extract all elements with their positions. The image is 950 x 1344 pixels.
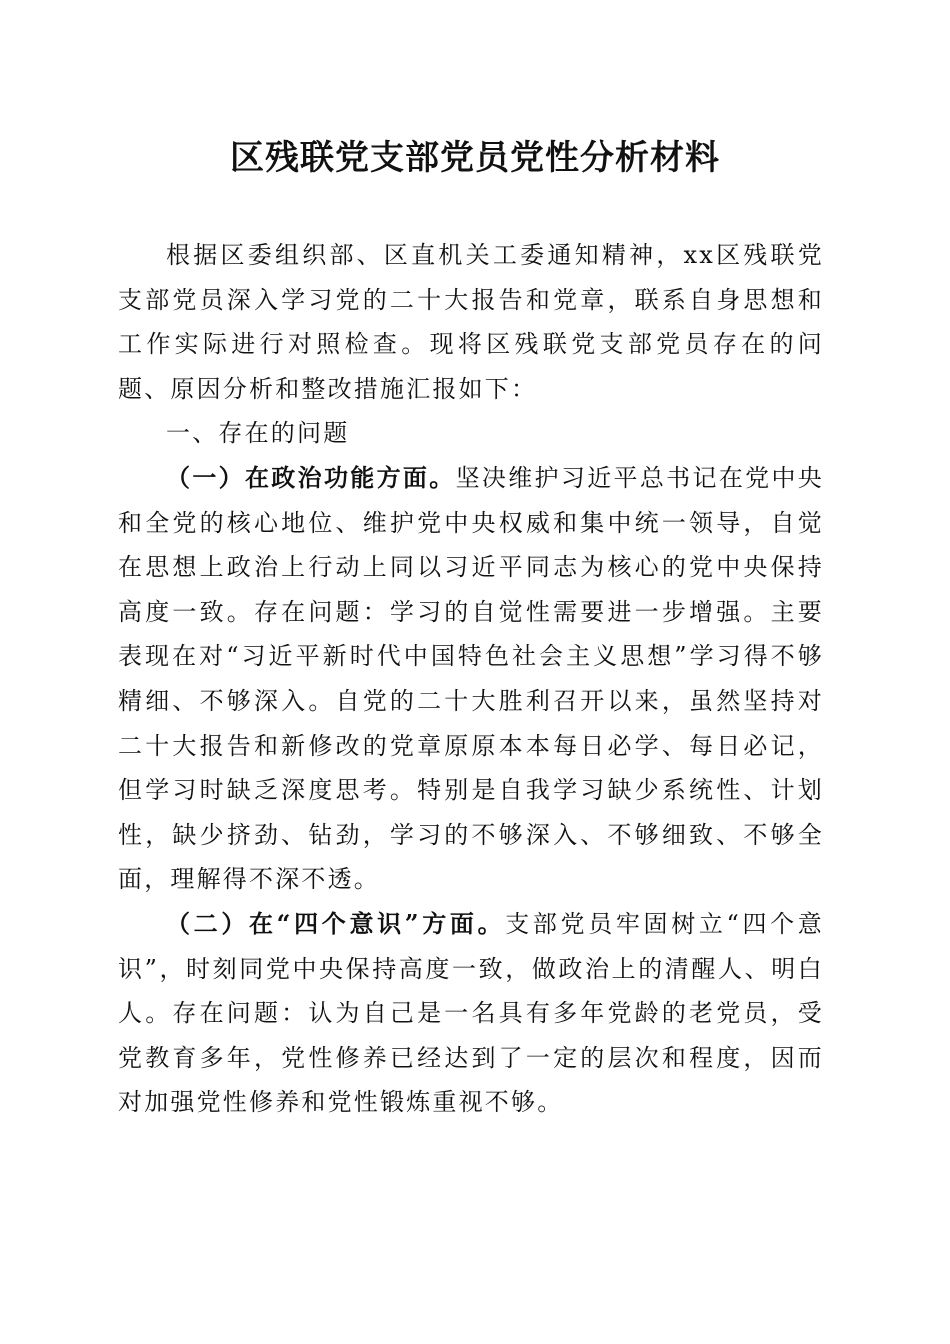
item-four-consciousness [118, 902, 824, 1125]
intro-paragraph: 根据区委组织部、区直机关工委通知精神，xx区残联党支部党员深入学习党的二十大报告和党章，联系自身思想和工作实际进行对照检查。现将区残联党支部党员存在的问题、原因分析和整改措施汇报如下： [118, 241, 824, 403]
document-body [118, 233, 824, 1125]
section-heading-problems: 一、存在的问题 [166, 419, 350, 448]
item-four-consciousness-lead: （二）在“四个意识”方面。 [166, 908, 506, 938]
item-political-function-lead: （一）在政治功能方面。 [166, 462, 456, 492]
document-title: 区残联党支部党员党性分析材料 [230, 138, 720, 178]
item-four-consciousness-body: 支部党员牢固树立“四个意识”，时刻同党中央保持高度一致，做政治上的清醒人、明白人。存在问题：认为自己是一名具有多年党龄的老党员，受党教育多年，党性修养已经达到了一定的层次和程度，因而对加强党性修养和党性锻炼重视不够。 [118, 909, 824, 1117]
item-political-function-body: 坚决维护习近平总书记在党中央和全党的核心地位、维护党中央权威和集中统一领导，自觉在思想上政治上行动上同以习近平同志为核心的党中央保持高度一致。存在问题：学习的自觉性需要进一步增强。主要表现在对“习近平新时代中国特色社会主义思想”学习得不够精细、不够深入。自党的二十大胜利召开以来，虽然坚持对二十大报告和新修改的党章原原本本每日必学、每日必记，但学习时缺乏深度思考。特别是自我学习缺少系统性、计划性，缺少挤劲、钻劲，学习的不够深入、不够细致、不够全面，理解得不深不透。 [118, 463, 824, 894]
item-political-function [118, 456, 824, 902]
